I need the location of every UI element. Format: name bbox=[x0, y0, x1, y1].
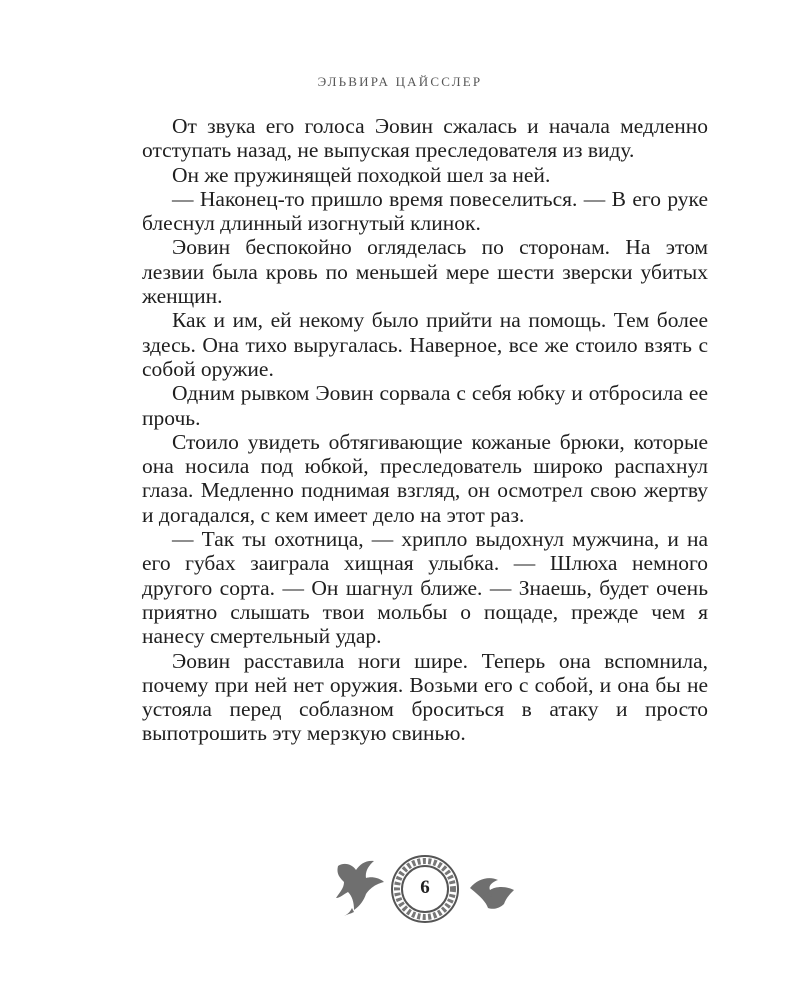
left-bird-icon bbox=[336, 861, 384, 916]
paragraph: Одним рывком Эовин сорвала с себя юбку и отбросила ее прочь. bbox=[142, 381, 708, 430]
paragraph: Он же пружинящей походкой шел за ней. bbox=[172, 162, 551, 187]
right-bird-icon bbox=[470, 878, 514, 909]
paragraph: — Наконец-то пришло время повеселиться. — В его руке блеснул длинный изогнутый клинок. bbox=[142, 186, 708, 236]
paragraph: Стоило увидеть обтягивающие кожаные брюки, которые она носила под юбкой, преследователь широко распахнул глаза. Медленно поднимая взгляд, он осмотрел свою жертву и догадался, с кем имеет дело на этот раз. bbox=[142, 429, 708, 527]
running-head-author: ЭЛЬВИРА ЦАЙССЛЕР bbox=[317, 74, 483, 89]
page-folio bbox=[330, 848, 520, 928]
paragraph: Эовин беспокойно огляделась по сторонам. На этом лезвии была кровь по меньшей мере шести зверски убитых женщин. bbox=[142, 235, 708, 309]
page-number: 6 bbox=[420, 877, 430, 898]
paragraph: — Так ты охотница, — хрипло выдохнул мужчина, и на его губах заиграла хищная улыбка. — Шлюха немного другого сорта. — Он шагнул ближе. — Знаешь, будет очень приятно слышать твои мольбы о пощаде, прежде чем я нанесу смертельный удар. bbox=[142, 527, 708, 649]
paragraph: Как и им, ей некому было прийти на помощь. Тем более здесь. Она тихо выругалась. Наверное, все же стоило взять с собой оружие. bbox=[142, 308, 708, 381]
paragraph: Эовин расставила ноги шире. Теперь она вспомнила, почему при ней нет оружия. Возьми его с собой, и она бы не устояла перед соблазном броситься в атаку и просто выпотрошить эту мерзкую свинью. bbox=[142, 648, 708, 746]
body-text bbox=[142, 114, 708, 746]
paragraph: От звука его голоса Эовин сжалась и начала медленно отступать назад, не выпуская преследователя из виду. bbox=[142, 114, 708, 163]
